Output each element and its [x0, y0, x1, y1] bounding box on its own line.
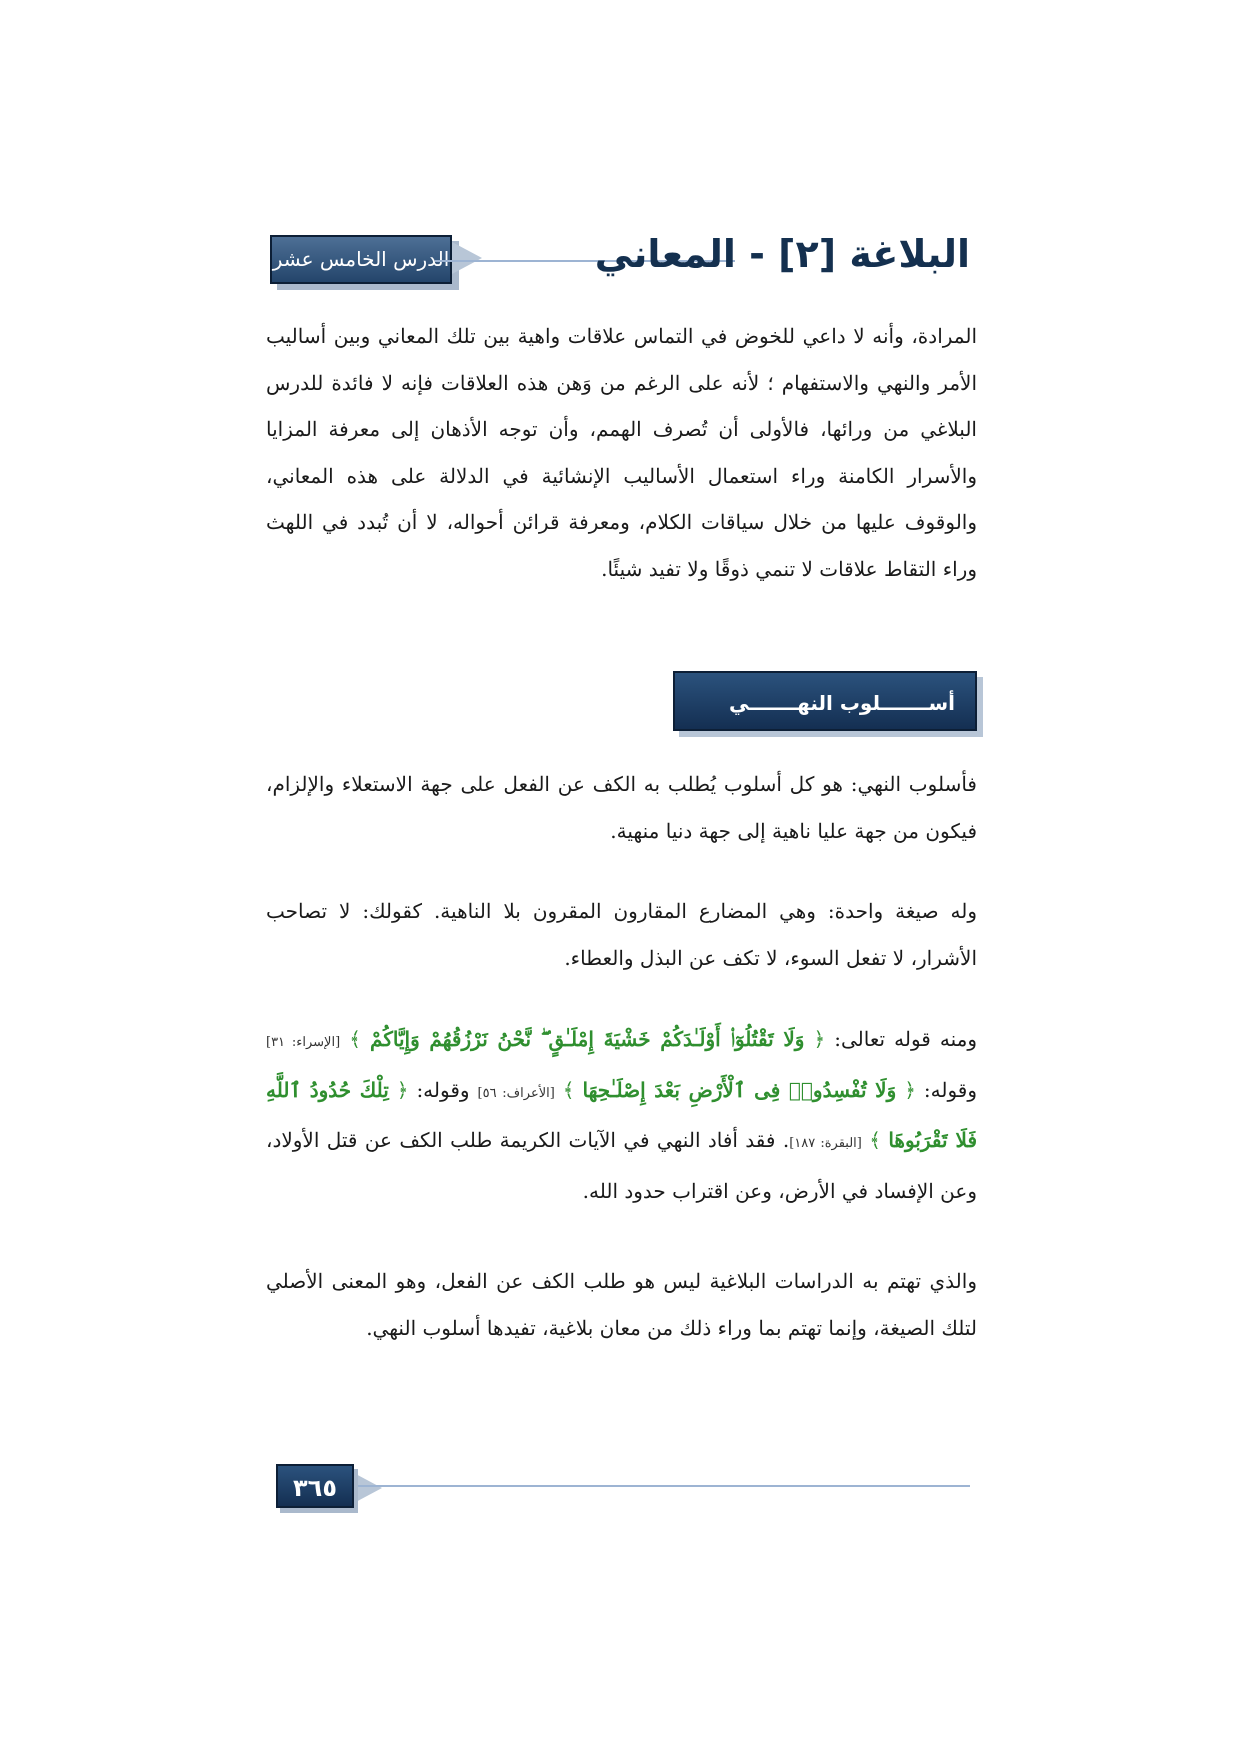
verse-open-ornament: ﴿ [396, 1077, 409, 1102]
lesson-badge: الدرس الخامس عشر [270, 235, 452, 284]
verse-reference-al-baqarah: [البقرة: ١٨٧] [789, 1136, 862, 1151]
definition-paragraph: فأسلوب النهي: هو كل أسلوب يُطلب به الكف عن الفعل على جهة الاستعلاء والإلزام، فيكون من جهة عليا ناهية إلى جهة دنيا منهية. [266, 772, 977, 843]
verse-al-isra: وَلَا تَقْتُلُوٓا۟ أَوْلَـٰدَكُمْ خَشْيَةَ إِمْلَـٰقٍ ۖ نَّحْنُ نَرْزُقُهُمْ وَإِيَّاكُمْ [370, 1027, 805, 1051]
closing-paragraph: والذي تهتم به الدراسات البلاغية ليس هو طلب الكف عن الفعل، وهو المعنى الأصلي لتلك الصيغة، وإنما تهتم بما وراء ذلك من معان بلاغية، تفيدها أسلوب النهي. [266, 1269, 977, 1340]
examples-paragraph [266, 1016, 977, 1214]
verse-close-ornament: ﴾ [562, 1077, 575, 1102]
footer-wedge [352, 1472, 382, 1504]
page-number: ٣٦٥ [276, 1464, 354, 1508]
verse-reference-al-araf: [الأعراف: ٥٦] [477, 1085, 555, 1101]
lesson-badge-wedge [452, 242, 482, 274]
examples-conclusion: . فقد أفاد النهي في الآيات الكريمة طلب الكف عن قتل الأولاد، وعن الإفساد في الأرض، وعن اقتراب حدود الله. [266, 1128, 977, 1203]
verse-open-ornament: ﴿ [904, 1077, 916, 1102]
connector-text: وقوله: [923, 1077, 977, 1102]
book-title: البلاغة [٢] - المعاني [594, 232, 970, 276]
verse-close-ornament: ﴾ [869, 1128, 881, 1152]
form-paragraph: وله صيغة واحدة: وهي المضارع المقارون المقرون بلا الناهية. كقولك: لا تصاحب الأشرار، لا تفعل السوء، لا تكف عن البذل والعطاء. [266, 899, 977, 970]
examples-intro: ومنه قوله تعالى: [834, 1027, 978, 1051]
verse-reference-al-isra: [الإسراء: ٣١] [266, 1035, 341, 1050]
verse-close-ornament: ﴾ [349, 1027, 361, 1051]
verse-al-baqarah: تِلْكَ حُدُودُ ٱللَّهِ فَلَا تَقْرَبُوهَا [266, 1077, 978, 1152]
page-header [270, 232, 970, 292]
intro-paragraph: المرادة، وأنه لا داعي للخوض في التماس علاقات واهية بين تلك المعاني وبين أساليب الأمر والنهي والاستفهام ؛ لأنه على الرغم من وَهن هذه العلاقات فإنه لا فائدة للدرس البلاغي من ورائها، فالأولى أن تُصرف الهمم، وأن توجه الأذهان إلى معرفة المزايا والأسرار الكامنة وراء استعمال الأساليب الإنشائية في الدلالة على هذه المعاني، والوقوف عليها من خلال سياقات الكلام، ومعرفة قرائن أحواله، لا أن تُبدد في اللهث وراء التقاط علاقات لا تنمي ذوقًا ولا تفيد شيئًا. [266, 324, 977, 581]
connector-text: وقوله: [416, 1077, 470, 1102]
section-heading: أســـــــلوب النهـــــــي [673, 671, 977, 731]
verse-al-araf: وَلَا تُفْسِدُوا۟ فِى ٱلْأَرْضِ بَعْدَ إِصْلَـٰحِهَا [582, 1077, 897, 1102]
verse-open-ornament: ﴿ [813, 1027, 826, 1051]
footer-divider [355, 1485, 970, 1487]
